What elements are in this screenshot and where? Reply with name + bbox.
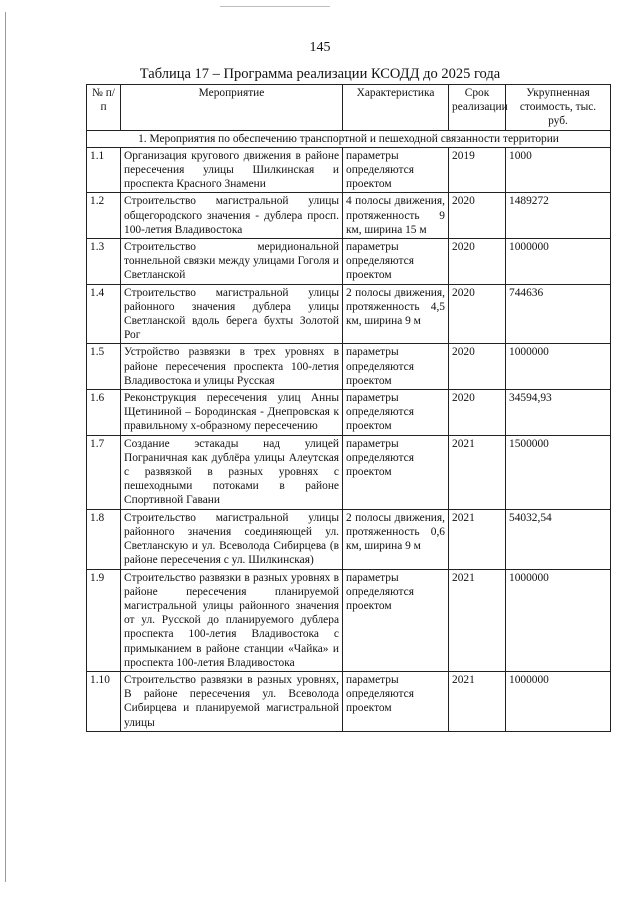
cell-cost: 1000000 [506, 239, 611, 285]
header-num: № п/п [87, 85, 121, 131]
cell-term: 2021 [449, 569, 506, 671]
cell-term: 2021 [449, 509, 506, 569]
cell-term: 2021 [449, 435, 506, 509]
table-row [87, 344, 611, 390]
cell-characteristic: параметры определяются проектом [343, 671, 449, 731]
header-event: Мероприятие [121, 85, 343, 131]
cell-cost: 1000000 [506, 344, 611, 390]
cell-characteristic: параметры определяются проектом [343, 390, 449, 436]
cell-num: 1.4 [87, 284, 121, 344]
cell-cost: 1000 [506, 147, 611, 193]
cell-cost: 1489272 [506, 193, 611, 239]
scan-artifact [220, 6, 330, 7]
cell-characteristic: 2 полосы движения, протяженность 4,5 км, ширина 9 м [343, 284, 449, 344]
cell-event: Строительство меридиональной тоннельной связки между улицами Гоголя и Светланской [121, 239, 343, 285]
cell-term: 2020 [449, 193, 506, 239]
cell-term: 2020 [449, 284, 506, 344]
cell-cost: 1000000 [506, 671, 611, 731]
section-row [87, 130, 611, 147]
table-row [87, 509, 611, 569]
cell-event: Реконструкция пересечения улиц Анны Щетининой – Бородинская - Днепровская к правильному х-образному пересечению [121, 390, 343, 436]
cell-event: Строительство магистральной улицы общегородского значения - дублера просп. 100-летия Владивостока [121, 193, 343, 239]
cell-num: 1.5 [87, 344, 121, 390]
cell-event: Строительство развязки в разных уровнях, В районе пересечения ул. Всеволода Сибирцева и планируемой магистральной улицы [121, 671, 343, 731]
cell-term: 2020 [449, 239, 506, 285]
table-row [87, 239, 611, 285]
scan-edge-line [5, 12, 6, 882]
header-cost: Укрупненная стоимость, тыс. руб. [506, 85, 611, 131]
table-row [87, 671, 611, 731]
cell-characteristic: параметры определяются проектом [343, 435, 449, 509]
cell-num: 1.9 [87, 569, 121, 671]
cell-cost: 54032,54 [506, 509, 611, 569]
cell-num: 1.10 [87, 671, 121, 731]
table-row [87, 284, 611, 344]
table-row [87, 390, 611, 436]
cell-num: 1.6 [87, 390, 121, 436]
section-title: 1. Мероприятия по обеспечению транспортной и пешеходной связанности территории [87, 130, 611, 147]
cell-characteristic: параметры определяются проектом [343, 147, 449, 193]
cell-term: 2020 [449, 344, 506, 390]
table-row [87, 147, 611, 193]
table-row [87, 569, 611, 671]
program-table [86, 84, 611, 732]
cell-term: 2020 [449, 390, 506, 436]
table-header-row [87, 85, 611, 131]
cell-num: 1.3 [87, 239, 121, 285]
cell-term: 2019 [449, 147, 506, 193]
cell-num: 1.2 [87, 193, 121, 239]
cell-characteristic: параметры определяются проектом [343, 569, 449, 671]
table-title: Таблица 17 – Программа реализации КСОДД до 2025 года [139, 66, 501, 82]
cell-characteristic: 2 полосы движения, протяженность 0,6 км, ширина 9 м [343, 509, 449, 569]
cell-num: 1.8 [87, 509, 121, 569]
cell-characteristic: параметры определяются проектом [343, 239, 449, 285]
header-term: Срок реализации [449, 85, 506, 131]
cell-cost: 1000000 [506, 569, 611, 671]
cell-num: 1.7 [87, 435, 121, 509]
cell-cost: 1500000 [506, 435, 611, 509]
table-row [87, 435, 611, 509]
cell-term: 2021 [449, 671, 506, 731]
cell-characteristic: 4 полосы движения, протяженность 9 км, ширина 15 м [343, 193, 449, 239]
cell-num: 1.1 [87, 147, 121, 193]
cell-event: Строительство магистральной улицы районного значения соединяющей ул. Светланскую и ул. Всеволода Сибирцева (в районе пересечения с ул. Шилкинская) [121, 509, 343, 569]
cell-event: Создание эстакады над улицей Пограничная как дублёра улицы Алеутская с развязкой в разных уровнях с пешеходными потоками в районе Спортивной Гавани [121, 435, 343, 509]
cell-event: Строительство магистральной улицы районного значения дублера улицы Светланской вдоль берега бухты Золотой Рог [121, 284, 343, 344]
header-characteristic: Характеристика [343, 85, 449, 131]
cell-event: Строительство развязки в разных уровнях в районе пересечения планируемой магистральной улицы районного значения от ул. Русской до планируемого дублера проспекта 100-летия Владивостока с примыканием в районе станции «Чайка» и проспекта 100-летия Владивостока [121, 569, 343, 671]
cell-event: Устройство развязки в трех уровнях в районе пересечения проспекта 100-летия Владивостока и улицы Русская [121, 344, 343, 390]
cell-cost: 744636 [506, 284, 611, 344]
cell-cost: 34594,93 [506, 390, 611, 436]
cell-characteristic: параметры определяются проектом [343, 344, 449, 390]
page-number: 145 [309, 40, 331, 55]
table-row [87, 193, 611, 239]
cell-event: Организация кругового движения в районе пересечения улицы Шилкинская и проспекта Красного Знамени [121, 147, 343, 193]
